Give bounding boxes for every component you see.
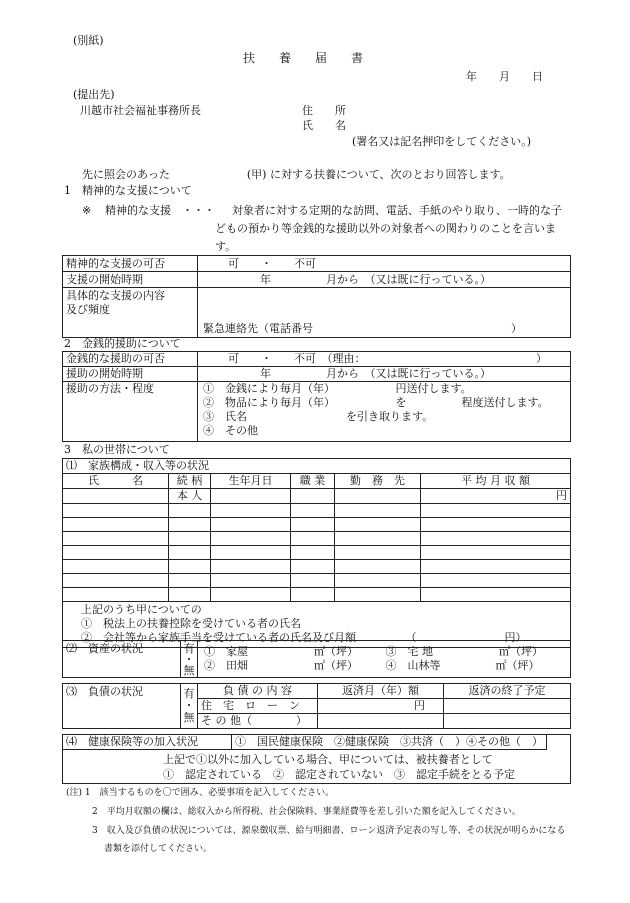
col-occupation: 職 業 xyxy=(291,474,335,489)
insurance-table xyxy=(62,734,571,784)
umu-no[interactable]: 無 xyxy=(183,663,195,677)
table-header-row xyxy=(63,474,571,489)
section2-heading: 2 金銭的援助について xyxy=(64,337,181,350)
col-relation: 続 柄 xyxy=(169,474,211,489)
insurance-label: ⑷ 健康保険等の加入状況 xyxy=(63,735,232,750)
financial-aid-value[interactable]: 可 ・ 不可 （理由： ） xyxy=(198,352,571,367)
family-cell[interactable] xyxy=(63,489,169,504)
below-item2[interactable]: ② 会社等から家族手当を受けている者の氏名及び月額 （ 円） xyxy=(81,631,527,644)
table-row xyxy=(63,256,571,272)
financial-table xyxy=(62,351,571,442)
signature-note: (署名又は記名押印をしてください。) xyxy=(352,135,532,148)
detail-label1: 具体的な支援の内容 xyxy=(66,289,165,302)
table-row xyxy=(63,459,571,474)
section1-heading: 1 精神的な支援について xyxy=(64,184,192,197)
insurance-line1: 上記で①以外に加入している場合、甲については、被扶養者として xyxy=(163,752,493,766)
income-yen: 円 xyxy=(421,489,571,504)
financial-aid-label: 金銭的な援助の可否 xyxy=(63,352,198,367)
aid-method-label: 援助の方法・程度 xyxy=(63,382,198,442)
family-table xyxy=(62,458,571,648)
umu-dot: ・ xyxy=(183,652,195,666)
page-title: 扶 養 届 書 xyxy=(243,51,364,65)
note-mark: ※ xyxy=(82,204,92,217)
asset-line1[interactable]: ① 家屋 ㎡（坪） ③ 宅 地 ㎡（坪） xyxy=(204,645,543,658)
table-row xyxy=(63,560,571,574)
date-line: 年 月 日 xyxy=(466,70,543,83)
insurance-options[interactable]: ① 国民健康保険 ②健康保険 ③共済（ ）④その他（ ） xyxy=(232,735,547,750)
intro-text: 先に照会のあった (甲) に対する扶養について、次のとおり回答します。 xyxy=(82,168,511,181)
table-row xyxy=(63,288,571,338)
mental-support-label: 精神的な支援の可否 xyxy=(63,256,198,272)
table-row xyxy=(63,750,571,784)
aid-start-label: 援助の開始時期 xyxy=(63,367,198,382)
debt-housing-loan: 住 宅 ロ ー ン xyxy=(198,699,318,714)
table-row xyxy=(63,641,571,678)
assets-label: ⑵ 資産の状況 xyxy=(63,641,181,678)
table-row xyxy=(63,382,571,442)
debts-table xyxy=(62,683,571,729)
name-label: 氏 名 xyxy=(302,119,346,132)
note-3-cont: 書類を添付してください。 xyxy=(104,844,213,854)
note-line3: す。 xyxy=(215,240,237,253)
below-title: 上記のうち甲についての xyxy=(81,603,202,616)
debt-umu-no[interactable]: 無 xyxy=(183,711,195,724)
assets-table xyxy=(62,640,571,678)
family-cell[interactable] xyxy=(211,489,291,504)
insurance-line2[interactable]: ① 認定されている ② 認定されていない ③ 認定手続をとる予定 xyxy=(163,767,515,781)
debt-col-content: 負 債 の 内 容 xyxy=(198,684,318,699)
table-row xyxy=(63,367,571,382)
aid-method-1[interactable]: ① 金銭により毎月（年） 円送付します。 xyxy=(203,382,472,395)
annex-label: (別紙) xyxy=(73,34,104,47)
table-row xyxy=(63,272,571,288)
family-cell[interactable] xyxy=(291,489,335,504)
col-birthdate: 生年月日 xyxy=(211,474,291,489)
note-term: 精神的な支援 ・・・ xyxy=(105,204,215,217)
note-3: 3 収入及び負債の状況については、源泉徴収票、給与明細書、ローン返済予定表の写し等、その状況が明らかになる xyxy=(92,826,566,836)
below-item1[interactable]: ① 税法上の扶養控除を受けている者の氏名 xyxy=(81,617,301,630)
note-line1: 対象者に対する定期的な訪問、電話、手紙のやり取り、一時的な子 xyxy=(232,204,562,217)
table-row xyxy=(63,489,571,504)
family-cell[interactable] xyxy=(335,489,421,504)
debt-umu-yes[interactable]: 有 xyxy=(183,687,195,700)
debt-umu-dot: ・ xyxy=(183,699,195,712)
support-start-value[interactable]: 年 月から （又は既に行っている。） xyxy=(198,272,571,288)
mental-support-value[interactable]: 可 ・ 不可 xyxy=(198,256,571,272)
relation-self: 本 人 xyxy=(169,489,211,504)
family-heading: ⑴ 家族構成・収入等の状況 xyxy=(63,459,571,474)
debts-label: ⑶ 負債の状況 xyxy=(63,684,181,729)
emergency-contact: 緊急連絡先（電話番号 ） xyxy=(203,322,522,335)
aid-start-value[interactable]: 年 月から （又は既に行っている。） xyxy=(198,367,571,382)
note-1: (注) 1 該当するものを〇で囲み、必要事項を記入してください。 xyxy=(66,788,335,798)
detail-field[interactable] xyxy=(198,288,571,338)
section3-heading: 3 私の世帯について xyxy=(64,443,170,456)
col-name: 氏 名 xyxy=(63,474,169,489)
table-row xyxy=(63,504,571,518)
debt-col-end: 返済の終了予定 xyxy=(444,684,571,699)
aid-method-4[interactable]: ④ その他 xyxy=(203,424,258,437)
table-row xyxy=(63,588,571,602)
note-line2: どもの預かり等金銭的な援助以外の対象者への関わりのことを言いま xyxy=(215,222,556,235)
table-row xyxy=(63,684,571,699)
recipient: 川越市社会福祉事務所長 xyxy=(80,104,201,117)
debt-other[interactable]: そ の 他（ ） xyxy=(198,714,318,729)
table-row xyxy=(63,518,571,532)
debt-col-amount: 返済月（年）額 xyxy=(318,684,444,699)
col-workplace: 勤 務 先 xyxy=(335,474,421,489)
asset-line2[interactable]: ② 田畑 ㎡（坪） ④ 山林等 ㎡（坪） xyxy=(204,659,540,672)
table-row xyxy=(63,352,571,367)
mental-support-table xyxy=(62,255,571,338)
table-row xyxy=(63,574,571,588)
aid-method-2[interactable]: ② 物品により毎月（年） を 程度送付します。 xyxy=(203,396,549,409)
support-start-label: 支援の開始時期 xyxy=(63,272,198,288)
note-2: 2 平均月収額の欄は、総収入から所得税、社会保険料、事業経費等を差し引いた額を記入してください。 xyxy=(92,807,521,817)
table-row xyxy=(63,546,571,560)
submit-to-label: (提出先) xyxy=(73,88,115,101)
umu-yes[interactable]: 有 xyxy=(183,641,195,655)
detail-label2: 及び頻度 xyxy=(66,303,110,316)
col-income: 平 均 月 収 額 xyxy=(421,474,571,489)
debt-housing-yen[interactable]: 円 xyxy=(318,699,444,714)
aid-method-3[interactable]: ③ 氏名 を引き取ります。 xyxy=(203,410,434,423)
table-row xyxy=(63,735,571,750)
address-label: 住 所 xyxy=(302,104,346,117)
table-row xyxy=(63,532,571,546)
